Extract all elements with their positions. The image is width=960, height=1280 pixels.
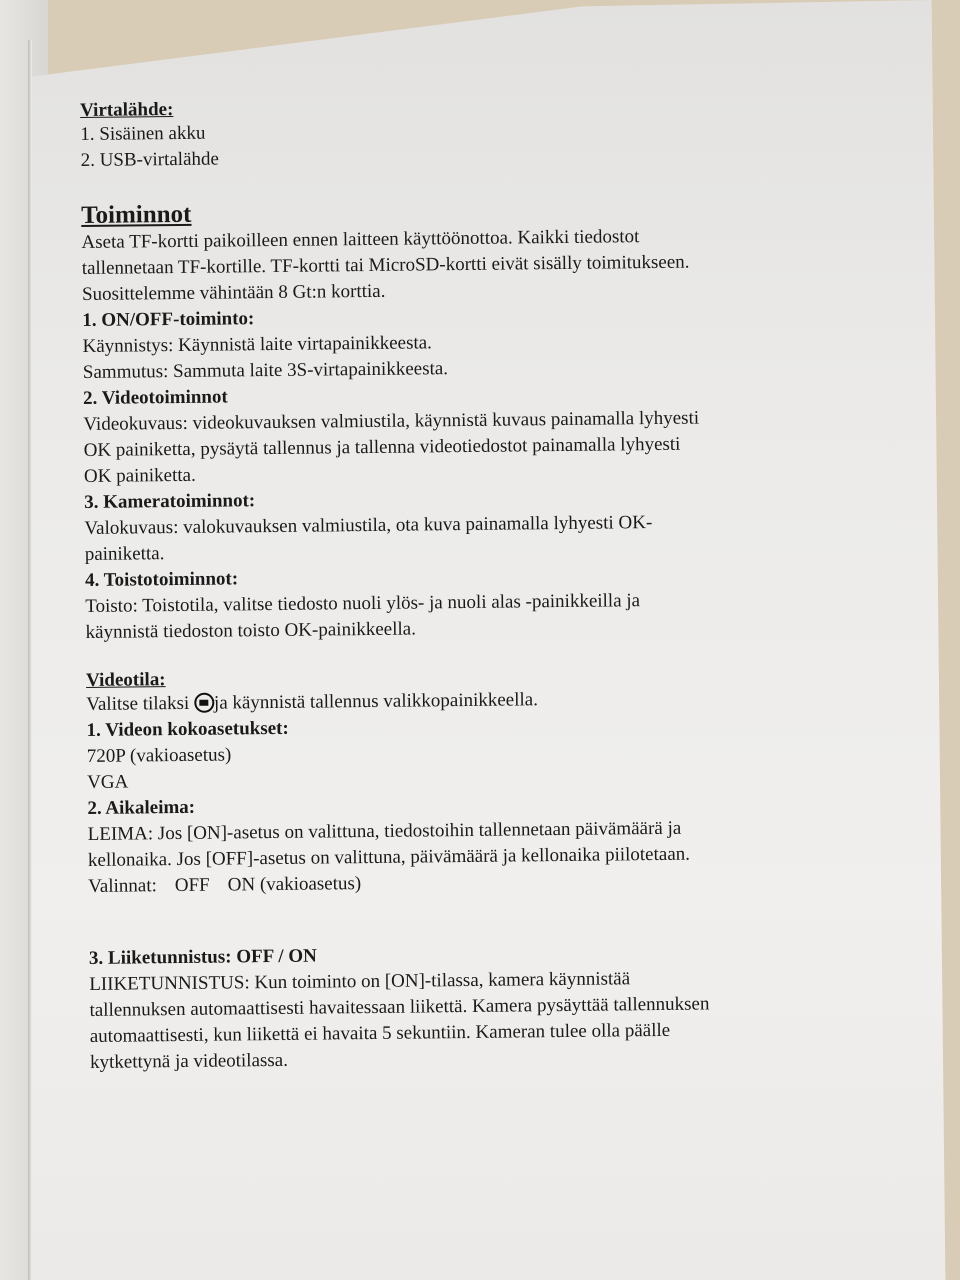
text-line: automaattisesti, kun liikettä ei havaita 5 sekuntiin. Kameran tulee olla päälle: [89, 1019, 671, 1047]
text-line: Valokuvaus: valokuvauksen valmiustila, ota kuva painamalla lyhyesti OK-: [84, 512, 653, 539]
option-off: OFF: [174, 874, 210, 897]
text-line: Käynnistys: Käynnistä laite virtapainikkeesta.: [82, 332, 432, 357]
heading-videotila: Videotila:: [85, 669, 166, 691]
video-camera-icon: [194, 693, 214, 713]
section-title: 2. Aikaleima:: [87, 796, 196, 819]
text-line: painiketta.: [84, 543, 165, 565]
text-line: 720P (vakioasetus): [86, 744, 232, 767]
text-line: LEIMA: Jos [ON]-asetus on valittuna, tiedostoihin tallennetaan päivämäärä ja: [87, 817, 682, 845]
text-line: OK painiketta.: [83, 464, 196, 487]
list-item: 1. Sisäinen akku: [80, 122, 206, 145]
text-line: käynnistä tiedoston toisto OK-painikkeella.: [85, 618, 417, 643]
section-title: 4. Toistotoiminnot:: [84, 568, 239, 591]
text-line: Videokuvaus: videokuvauksen valmiustila, käynnistä kuvaus painamalla lyhyesti: [83, 407, 700, 435]
intro-line: Aseta TF-kortti paikoilleen ennen laitteen käyttöönottoa. Kaikki tiedostot: [81, 226, 640, 253]
heading-toiminnot: Toiminnot: [81, 200, 192, 229]
intro-line: Suosittelemme vähintään 8 Gt:n korttia.: [81, 280, 386, 305]
text-line: kellonaika. Jos [OFF]-asetus on valittuna, päivämäärä ja kellonaika piilotetaan.: [87, 843, 691, 871]
page-fold: [28, 40, 32, 1280]
section-title: 3. Kameratoiminnot:: [84, 490, 256, 513]
select-before-text: Valitse tilaksi: [86, 692, 195, 715]
heading-virtalahde: Virtalähde:: [80, 99, 174, 121]
option-on: ON (vakioasetus): [227, 873, 362, 896]
list-item: 2. USB-virtalähde: [80, 148, 220, 171]
page-content: [80, 92, 870, 1076]
intro-line: tallennetaan TF-kortille. TF-kortti tai MicroSD-kortti eivät sisälly toimitukseen.: [81, 251, 690, 279]
section-title: 1. ON/OFF-toiminto:: [82, 308, 255, 331]
text-line: Toisto: Toistotila, valitse tiedosto nuoli ylös- ja nuoli alas -painikkeilla ja: [85, 590, 641, 617]
select-after-text: ja käynnistä tallennus valikkopainikkeella.: [213, 689, 539, 714]
section-title: 2. Videotoiminnot: [83, 386, 228, 409]
text-line: kytkettynä ja videotilassa.: [89, 1049, 289, 1073]
section-title: 1. Videon kokoasetukset:: [86, 717, 289, 741]
text-line: Sammutus: Sammuta laite 3S-virtapainikkeesta.: [82, 358, 449, 383]
text-line: tallennuksen automaattisesti havaitessaan liikettä. Kamera pysäyttää tallennuksen: [89, 993, 710, 1021]
text-line: LIIKETUNNISTUS: Kun toiminto on [ON]-tilassa, kamera käynnistää: [89, 968, 631, 995]
text-line: VGA: [87, 771, 129, 793]
options-label: Valinnat:: [88, 875, 157, 897]
section-title: 3. Liiketunnistus: OFF / ON: [88, 945, 317, 969]
text-line: OK painiketta, pysäytä tallennus ja tallenna videotiedostot painamalla lyhyesti: [83, 433, 681, 461]
